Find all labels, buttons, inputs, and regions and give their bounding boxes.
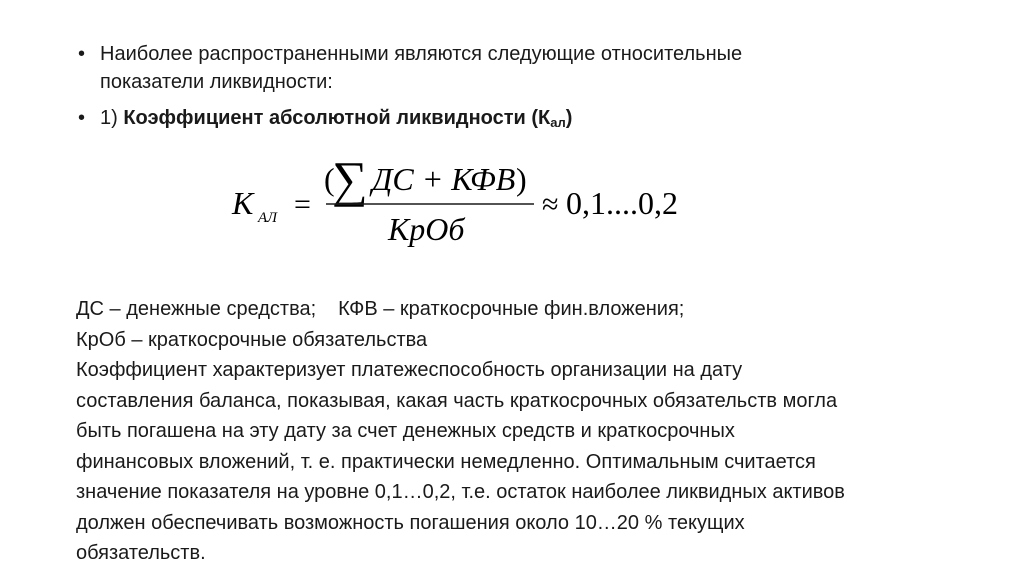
description-line-6: должен обеспечивать возможность погашения около 10…20 % текущих [76, 511, 745, 534]
formula-sum-symbol: ∑ [332, 152, 368, 207]
description-line-2: составления баланса, показывая, какая часть краткосрочных обязательств могла [76, 389, 838, 412]
coefficient-title: Коэффициент абсолютной ликвидности (К [123, 107, 551, 129]
bullet-item-intro [78, 40, 978, 96]
definition-krob: КрОб – краткосрочные обязательства [76, 328, 428, 351]
formula-close-paren: ) [516, 161, 527, 197]
bullet-item-coefficient [78, 104, 978, 137]
description-line-7: обязательств. [76, 542, 206, 564]
coefficient-prefix: 1) [100, 107, 124, 129]
description-line-4: финансовых вложений, т. е. практически немедленно. Оптимальным считается [76, 450, 816, 473]
formula-range: 0,1....0,2 [566, 185, 678, 221]
formula-svg [228, 152, 698, 252]
description-line-5: значение показателя на уровне 0,1…0,2, т.е. остаток наиболее ликвидных активов [76, 481, 845, 503]
formula-numerator: ДС + КФВ [372, 161, 516, 197]
formula-approx: ≈ [542, 188, 559, 221]
coefficient-suffix: ) [565, 107, 573, 129]
definition-ds: ДС – денежные средства; [76, 298, 317, 320]
formula [228, 152, 698, 252]
body-text [76, 294, 996, 569]
definitions-line-1 [76, 294, 996, 325]
formula-lhs-subscript: АЛ [258, 210, 278, 226]
description-line-1: Коэффициент характеризует платежеспособность организации на дату [76, 359, 743, 381]
formula-lhs: К [232, 185, 254, 221]
definition-kfv: КФВ – краткосрочные фин.вложения; [338, 298, 685, 320]
formula-denominator: КрОб [388, 211, 465, 247]
intro-line-1: Наиболее распространенными являются следующие относительные [100, 43, 743, 65]
formula-open-paren: ( [324, 161, 335, 197]
description-line-3: быть погашена на эту дату за счет денежных средств и краткосрочных [76, 420, 735, 442]
intro-line-2: показатели ликвидности: [100, 71, 333, 93]
coefficient-subscript: ал [550, 115, 566, 130]
bullet-icon: • [78, 107, 86, 129]
bullet-icon: • [78, 43, 86, 65]
formula-equals: = [294, 188, 311, 221]
bullet-list [78, 40, 978, 145]
